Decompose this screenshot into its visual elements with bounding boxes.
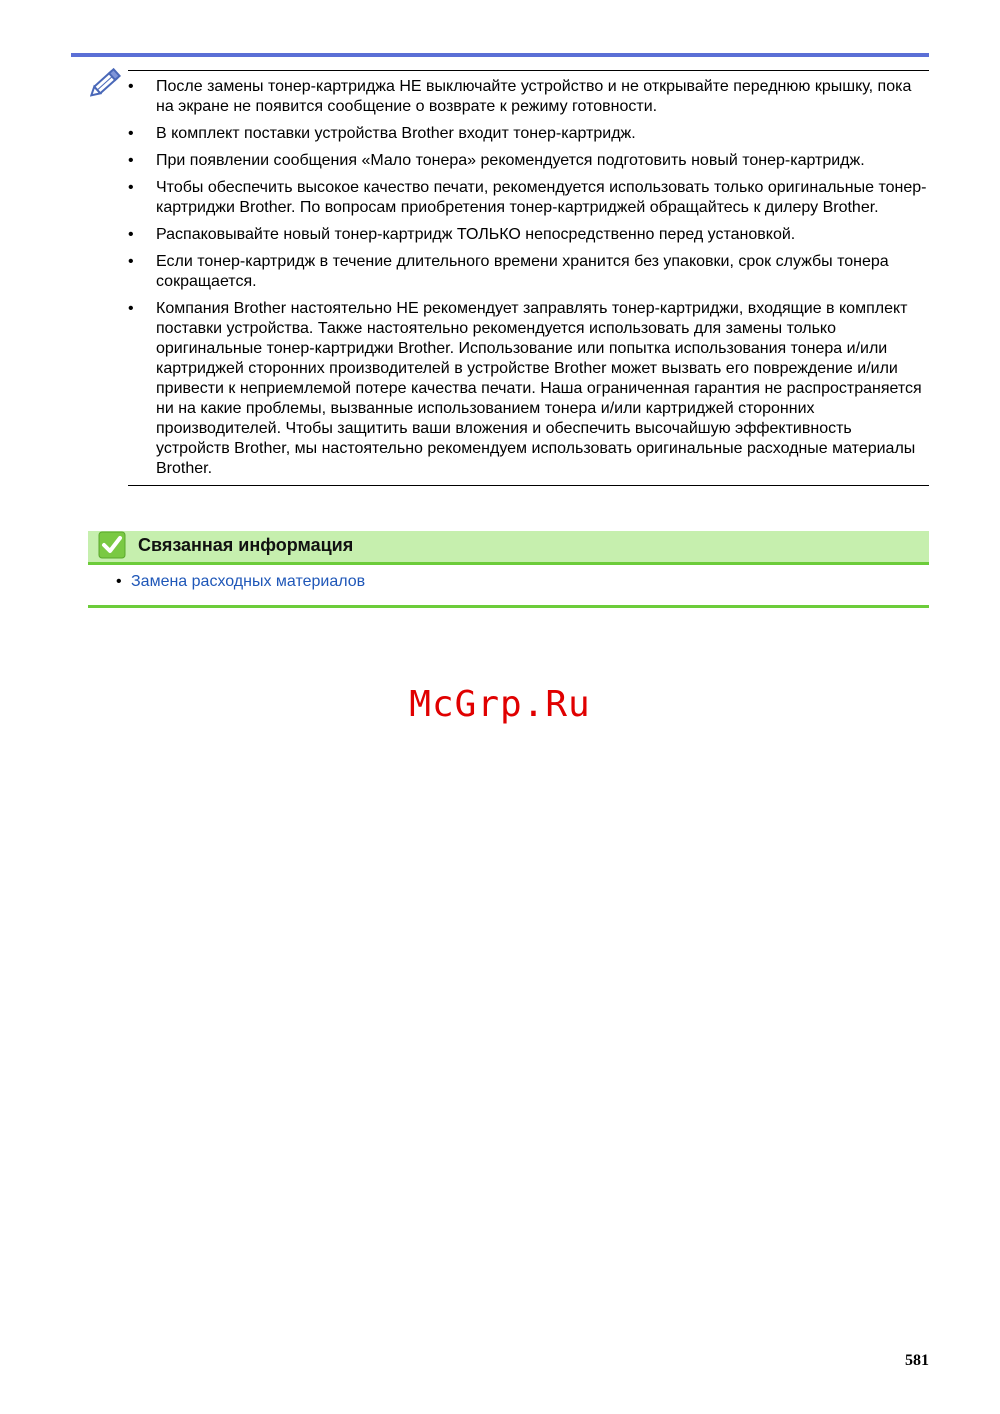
checkmark-icon [98,531,126,559]
note-text: Компания Brother настоятельно НЕ рекомендует заправлять тонер-картриджи, входящие в комплект поставки устройства. Также настоятельно рекомендуется использовать для замены только оригинальные тонер-картриджи Brother. Использование или попытка использования тонера и/или картриджей сторонних производителей в устройстве Brother может вызвать его повреждение и/или привести к неприемлемой потере качества печати. Наша ограниченная гарантия не распространяется ни на какие проблемы, вызванные использованием тонера и/или картриджей сторонних производителей. Чтобы защитить ваши вложения и обеспечить высочайшую эффективность устройств Brother, мы настоятельно рекомендуем использовать оригинальные расходные материалы Brother. [156,300,922,477]
note-text: Распаковывайте новый тонер-картридж ТОЛЬКО непосредственно перед установкой. [156,226,796,243]
note-text: В комплект поставки устройства Brother входит тонер-картридж. [156,125,636,142]
bullet: • [128,179,134,196]
related-info-title: Связанная информация [138,535,354,555]
bullet: • [128,152,134,169]
bullet: • [128,226,134,243]
note-text: Если тонер-картридж в течение длительного времени хранится без упаковки, срок службы тонера сокращается. [156,253,889,290]
top-rule [71,53,929,57]
bullet: • [128,253,134,270]
bullet: • [116,573,122,590]
pencil-icon [90,64,126,98]
note-item [128,124,929,144]
bullet: • [128,300,134,317]
related-link-item [88,571,929,593]
note-item [128,77,929,117]
note-text: Чтобы обеспечить высокое качество печати, рекомендуется использовать только оригинальные тонер-картриджи Brother. По вопросам приобретения тонер-картриджей обращайтесь к дилеру Brother. [156,179,927,216]
note-box [128,70,929,486]
replace-supplies-link[interactable]: Замена расходных материалов [131,573,366,590]
note-item [128,225,929,245]
note-item [128,252,929,292]
related-links-list [88,571,929,608]
bullet: • [128,125,134,142]
note-item [128,151,929,171]
watermark: McGrp.Ru [409,684,591,725]
bullet: • [128,78,134,95]
note-text: При появлении сообщения «Мало тонера» рекомендуется подготовить новый тонер-картридж. [156,152,865,169]
note-item [128,178,929,218]
related-info-header [88,531,929,565]
note-list [128,77,929,479]
note-text: После замены тонер-картриджа НЕ выключайте устройство и не открывайте переднюю крышку, пока на экране не появится сообщение о возврате к режиму готовности. [156,78,912,115]
note-item [128,299,929,479]
page-number: 581 [905,1352,929,1369]
